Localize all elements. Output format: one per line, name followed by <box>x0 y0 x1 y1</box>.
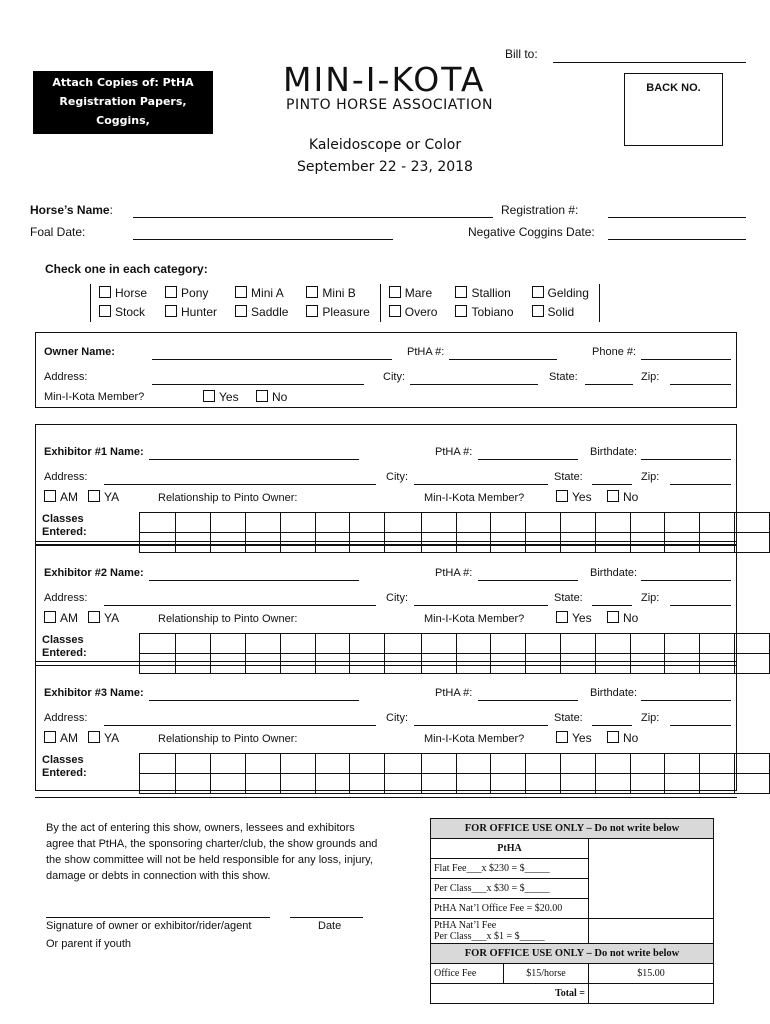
exhibitor-member-label: Min-I-Kota Member? <box>424 613 525 625</box>
owner-phone-label: Phone #: <box>592 346 637 358</box>
opt-overo[interactable]: Overo <box>380 303 447 322</box>
class-cell[interactable] <box>491 774 526 794</box>
foal-date-field[interactable] <box>133 239 393 240</box>
class-cell[interactable] <box>595 634 630 654</box>
class-cell[interactable] <box>595 754 630 774</box>
exhibitor-ya-checkbox[interactable]: YA <box>88 731 119 745</box>
class-cell[interactable] <box>734 513 769 533</box>
class-cell[interactable] <box>665 634 700 654</box>
class-cell[interactable] <box>700 513 735 533</box>
office-natl-fee: PtHA Nat’l Fee Per Class___x $1 = $_____ <box>431 919 589 944</box>
exhibitor-zip-label: Zip: <box>641 471 660 483</box>
release-statement: By the act of entering this show, owners, lessees and exhibitors agree that PtHA, the sponsoring charter/club, the show grounds and the show committee will not be held responsible for any loss, injury, damage or debts in connection with this show. <box>46 822 378 882</box>
date-label: Date <box>318 920 342 932</box>
office-total-label: Total = <box>431 984 589 1004</box>
opt-tobiano[interactable]: Tobiano <box>447 303 523 322</box>
class-cell[interactable] <box>561 754 596 774</box>
exhibitor-state-field[interactable] <box>592 605 632 606</box>
class-cell[interactable] <box>734 754 769 774</box>
class-cell[interactable] <box>630 774 665 794</box>
exhibitor-am-checkbox[interactable]: AM <box>44 490 78 504</box>
category-title: Check one in each category: <box>45 262 208 276</box>
owner-phone-field[interactable] <box>641 359 731 360</box>
class-cell[interactable] <box>246 513 281 533</box>
class-cell[interactable] <box>700 774 735 794</box>
exhibitor-address-label: Address: <box>44 712 88 724</box>
office-fee-amount: $15.00 <box>589 964 714 984</box>
class-cell[interactable] <box>385 634 422 654</box>
exhibitor-member-yes[interactable]: Yes <box>556 611 592 625</box>
class-cell[interactable] <box>315 754 350 774</box>
exhibitor-ptha-field[interactable] <box>478 459 578 460</box>
exhibitor-name-label: Exhibitor #3 Name: <box>44 687 144 699</box>
class-cell[interactable] <box>456 634 491 654</box>
class-cell[interactable] <box>246 634 281 654</box>
opt-horse[interactable]: Horse <box>91 284 158 303</box>
exhibitor-city-label: City: <box>386 592 408 604</box>
exhibitor-relationship-label: Relationship to Pinto Owner: <box>158 613 298 625</box>
class-cell[interactable] <box>734 774 769 794</box>
class-cell[interactable] <box>595 774 630 794</box>
exhibitor-name-field[interactable] <box>149 700 359 701</box>
exhibitor-birthdate-label: Birthdate: <box>590 567 638 579</box>
registration-label: Registration #: <box>501 203 579 217</box>
opt-stock[interactable]: Stock <box>91 303 158 322</box>
section-divider <box>35 797 737 798</box>
office-per-class: Per Class___x $30 = $_____ <box>431 879 589 899</box>
exhibitor-ptha-field[interactable] <box>478 580 578 581</box>
class-cell[interactable] <box>630 634 665 654</box>
owner-city-label: City: <box>383 371 405 383</box>
class-cell[interactable] <box>315 634 350 654</box>
category-table <box>90 284 600 322</box>
horse-name-field[interactable] <box>133 217 493 218</box>
exhibitor-address-label: Address: <box>44 592 88 604</box>
office-natl-office-fee: PtHA Nat’l Office Fee = $20.00 <box>431 899 589 919</box>
class-cell[interactable] <box>176 774 211 794</box>
opt-pony[interactable]: Pony <box>157 284 227 303</box>
exhibitor-am-checkbox[interactable]: AM <box>44 731 78 745</box>
exhibitor-name-field[interactable] <box>149 580 359 581</box>
class-cell[interactable] <box>491 634 526 654</box>
opt-hunter[interactable]: Hunter <box>157 303 227 322</box>
class-cell[interactable] <box>350 774 385 794</box>
coggins-date-field[interactable] <box>608 239 746 240</box>
class-cell[interactable] <box>734 533 769 553</box>
class-cell[interactable] <box>176 513 211 533</box>
section-divider <box>35 661 737 662</box>
office-header-2: FOR OFFICE USE ONLY – Do not write below <box>431 944 714 964</box>
exhibitor-city-field[interactable] <box>414 605 548 606</box>
opt-mini-a[interactable]: Mini A <box>227 284 298 303</box>
logo-name: MIN-I-KOTA <box>283 60 486 99</box>
opt-saddle[interactable]: Saddle <box>227 303 298 322</box>
exhibitor-zip-field[interactable] <box>670 605 731 606</box>
class-cell[interactable] <box>246 754 281 774</box>
owner-name-label: Owner Name: <box>44 346 115 358</box>
class-cell[interactable] <box>421 754 456 774</box>
exhibitor-address-field[interactable] <box>104 725 376 726</box>
class-cell[interactable] <box>630 513 665 533</box>
exhibitor-zip-field[interactable] <box>670 484 731 485</box>
class-cell[interactable] <box>456 513 491 533</box>
classes-entered-label: Classes Entered: <box>42 512 87 538</box>
class-cell[interactable] <box>315 774 350 794</box>
exhibitor-state-label: State: <box>554 712 583 724</box>
class-cell[interactable] <box>139 774 176 794</box>
class-cell[interactable] <box>139 634 176 654</box>
exhibitor-ya-checkbox[interactable]: YA <box>88 611 119 625</box>
exhibitor-city-field[interactable] <box>414 484 548 485</box>
exhibitor-city-label: City: <box>386 712 408 724</box>
bill-to-field[interactable] <box>553 62 746 63</box>
class-cell[interactable] <box>139 513 176 533</box>
signature-label: Signature of owner or exhibitor/rider/agent <box>46 920 252 932</box>
owner-zip-label: Zip: <box>641 371 660 383</box>
owner-name-field[interactable] <box>152 359 392 360</box>
class-cell[interactable] <box>665 513 700 533</box>
class-cell[interactable] <box>526 513 561 533</box>
exhibitor-birthdate-field[interactable] <box>641 459 731 460</box>
classes-entered-label: Classes Entered: <box>42 633 87 659</box>
class-cell[interactable] <box>421 513 456 533</box>
opt-solid[interactable]: Solid <box>524 303 600 322</box>
exhibitor-relationship-label: Relationship to Pinto Owner: <box>158 733 298 745</box>
class-cell[interactable] <box>246 774 281 794</box>
exhibitor-zip-label: Zip: <box>641 592 660 604</box>
office-blank-1 <box>589 839 714 919</box>
office-header: FOR OFFICE USE ONLY – Do not write below <box>431 819 714 839</box>
exhibitor-zip-field[interactable] <box>670 725 731 726</box>
owner-address-label: Address: <box>44 371 88 383</box>
opt-mare[interactable]: Mare <box>380 284 447 303</box>
class-cell[interactable] <box>491 754 526 774</box>
office-ptha: PtHA <box>431 839 589 859</box>
exhibitor-member-label: Min-I-Kota Member? <box>424 733 525 745</box>
class-cell[interactable] <box>665 754 700 774</box>
exhibitor-birthdate-field[interactable] <box>641 580 731 581</box>
exhibitor-name-label: Exhibitor #2 Name: <box>44 567 144 579</box>
exhibitor-member-no[interactable]: No <box>607 611 638 625</box>
exhibitor-address-field[interactable] <box>104 605 376 606</box>
coggins-date-label: Negative Coggins Date: <box>468 225 595 239</box>
class-cell[interactable] <box>421 634 456 654</box>
opt-gelding[interactable]: Gelding <box>524 284 600 303</box>
exhibitor-relationship-label: Relationship to Pinto Owner: <box>158 492 298 504</box>
class-cell[interactable] <box>176 634 211 654</box>
class-cell[interactable] <box>526 754 561 774</box>
class-cell[interactable] <box>630 754 665 774</box>
class-cell[interactable] <box>561 774 596 794</box>
exhibitor-address-label: Address: <box>44 471 88 483</box>
owner-ptha-field[interactable] <box>449 359 557 360</box>
classes-grid-3 <box>40 753 770 794</box>
bill-to-label: Bill to: <box>505 47 538 61</box>
exhibitor-ptha-label: PtHA #: <box>435 687 473 699</box>
logo-subtitle: PINTO HORSE ASSOCIATION <box>286 97 493 113</box>
class-cell[interactable] <box>385 754 422 774</box>
exhibitor-birthdate-label: Birthdate: <box>590 446 638 458</box>
office-total-field[interactable] <box>589 984 714 1004</box>
class-cell[interactable] <box>385 513 422 533</box>
owner-city-field[interactable] <box>410 384 538 385</box>
exhibitor-member-label: Min-I-Kota Member? <box>424 492 525 504</box>
exhibitor-birthdate-label: Birthdate: <box>590 687 638 699</box>
class-cell[interactable] <box>595 513 630 533</box>
back-number-label: BACK NO. <box>646 82 701 94</box>
show-dates: September 22 - 23, 2018 <box>297 159 473 175</box>
class-cell[interactable] <box>456 774 491 794</box>
show-name: Kaleidoscope or Color <box>308 137 462 153</box>
owner-state-field[interactable] <box>585 384 633 385</box>
owner-member-yes[interactable]: Yes <box>203 390 239 404</box>
opt-pleasure[interactable]: Pleasure <box>298 303 380 322</box>
exhibitor-city-label: City: <box>386 471 408 483</box>
exhibitor-member-no[interactable]: No <box>607 490 638 504</box>
class-cell[interactable] <box>139 754 176 774</box>
exhibitor-name-field[interactable] <box>149 459 359 460</box>
office-fee-label: Office Fee <box>431 964 504 984</box>
office-use-table <box>430 818 714 1004</box>
class-cell[interactable] <box>491 513 526 533</box>
class-cell[interactable] <box>561 634 596 654</box>
opt-stallion[interactable]: Stallion <box>447 284 523 303</box>
class-cell[interactable] <box>280 754 315 774</box>
class-cell[interactable] <box>350 634 385 654</box>
exhibitor-name-label: Exhibitor #1 Name: <box>44 446 144 458</box>
exhibitor-ya-checkbox[interactable]: YA <box>88 490 119 504</box>
class-cell[interactable] <box>350 513 385 533</box>
class-cell[interactable] <box>280 634 315 654</box>
exhibitor-state-field[interactable] <box>592 484 632 485</box>
opt-mini-b[interactable]: Mini B <box>298 284 380 303</box>
exhibitor-member-no[interactable]: No <box>607 731 638 745</box>
class-cell[interactable] <box>665 774 700 794</box>
class-cell[interactable] <box>280 513 315 533</box>
class-cell[interactable] <box>456 754 491 774</box>
class-cell[interactable] <box>211 634 246 654</box>
exhibitor-state-label: State: <box>554 592 583 604</box>
exhibitor-ptha-field[interactable] <box>478 700 578 701</box>
class-cell[interactable] <box>734 634 769 654</box>
signature-field[interactable] <box>46 917 270 918</box>
exhibitor-address-field[interactable] <box>104 484 376 485</box>
class-cell[interactable] <box>385 774 422 794</box>
office-blank-2 <box>589 919 714 944</box>
back-number-box[interactable] <box>624 73 723 146</box>
exhibitor-zip-label: Zip: <box>641 712 660 724</box>
exhibitor-ptha-label: PtHA #: <box>435 446 473 458</box>
owner-member-no[interactable]: No <box>256 390 287 404</box>
class-cell[interactable] <box>526 634 561 654</box>
attach-copies-notice: Attach Copies of: PtHA Registration Papers, Coggins, PtHA Nat’l Cards <box>33 71 213 134</box>
class-cell[interactable] <box>211 754 246 774</box>
exhibitor-birthdate-field[interactable] <box>641 700 731 701</box>
owner-ptha-label: PtHA #: <box>407 346 445 358</box>
office-per-horse: $15/horse <box>504 964 589 984</box>
class-cell[interactable] <box>280 774 315 794</box>
class-cell[interactable] <box>350 754 385 774</box>
office-flat-fee: Flat Fee___x $230 = $_____ <box>431 859 589 879</box>
classes-entered-label: Classes Entered: <box>42 753 87 779</box>
class-cell[interactable] <box>561 513 596 533</box>
section-divider <box>35 541 737 542</box>
class-cell[interactable] <box>700 634 735 654</box>
class-cell[interactable] <box>176 754 211 774</box>
exhibitor-am-checkbox[interactable]: AM <box>44 611 78 625</box>
foal-date-label: Foal Date: <box>30 225 86 239</box>
class-cell[interactable] <box>211 774 246 794</box>
date-field[interactable] <box>290 917 363 918</box>
exhibitor-state-label: State: <box>554 471 583 483</box>
owner-state-label: State: <box>549 371 578 383</box>
exhibitor-state-field[interactable] <box>592 725 632 726</box>
owner-address-field[interactable] <box>152 384 364 385</box>
exhibitor-member-yes[interactable]: Yes <box>556 731 592 745</box>
class-cell[interactable] <box>211 513 246 533</box>
exhibitor-ptha-label: PtHA #: <box>435 567 473 579</box>
exhibitor-city-field[interactable] <box>414 725 548 726</box>
class-cell[interactable] <box>526 774 561 794</box>
exhibitor-member-yes[interactable]: Yes <box>556 490 592 504</box>
registration-field[interactable] <box>608 217 746 218</box>
class-cell[interactable] <box>700 754 735 774</box>
horse-name-label: Horse’s Name: <box>30 203 113 217</box>
owner-member-label: Min-I-Kota Member? <box>44 391 145 403</box>
youth-label: Or parent if youth <box>46 938 131 950</box>
owner-zip-field[interactable] <box>670 384 731 385</box>
class-cell[interactable] <box>734 654 769 674</box>
class-cell[interactable] <box>421 774 456 794</box>
class-cell[interactable] <box>315 513 350 533</box>
